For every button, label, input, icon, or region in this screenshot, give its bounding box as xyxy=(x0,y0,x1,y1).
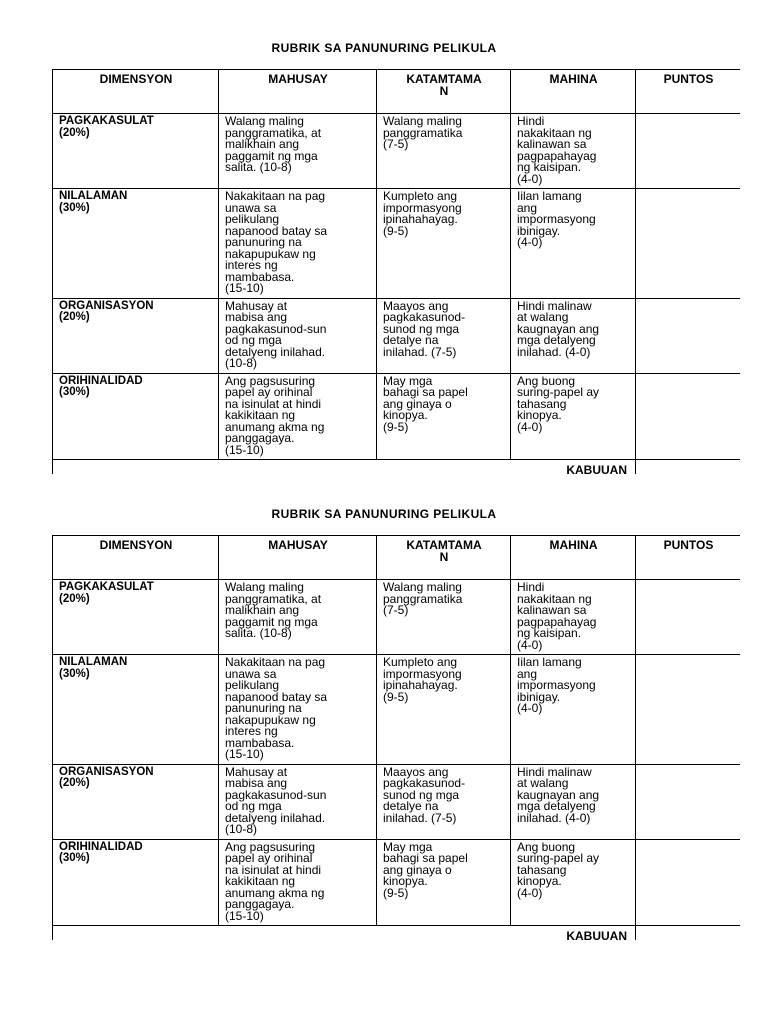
dimension-cell: PAGKAKASULAT (20%) xyxy=(53,580,219,655)
puntos-cell[interactable] xyxy=(636,580,741,655)
dimension-cell: ORGANISASYON (20%) xyxy=(53,764,219,839)
katamtaman-cell: Maayos ang pagkakasunod- sunod ng mga detalye na inilahad. (7-5) xyxy=(377,298,511,373)
header-puntos: PUNTOS xyxy=(636,70,741,114)
katamtaman-cell: May mga bahagi sa papel ang ginaya o kinopya. (9-5) xyxy=(377,373,511,460)
page-title: RUBRIK SA PANUNURING PELIKULA xyxy=(271,507,497,521)
puntos-cell[interactable] xyxy=(636,114,741,189)
table-row xyxy=(53,655,741,765)
puntos-cell[interactable] xyxy=(636,655,741,765)
table-row xyxy=(53,373,741,460)
mahina-cell: Hindi nakakitaan ng kalinawan sa pagpapahayag ng kaisipan. (4-0) xyxy=(511,580,636,655)
total-label: KABUUAN xyxy=(53,460,636,475)
mahusay-cell: Nakakitaan na pag unawa sa pelikulang napanood batay sa panunuring na nakapupukaw ng interes ng mambabasa. (15-10) xyxy=(219,189,377,299)
header-row xyxy=(53,536,741,580)
header-mahusay: MAHUSAY xyxy=(219,70,377,114)
dimension-cell: ORIHINALIDAD (30%) xyxy=(53,839,219,926)
rubric-table xyxy=(52,535,740,940)
dimension-cell: NILALAMAN (30%) xyxy=(53,189,219,299)
header-katamtaman: KATAMTAMA N xyxy=(377,70,511,114)
mahina-cell: Iilan lamang ang impormasyong ibinigay. (4-0) xyxy=(511,189,636,299)
katamtaman-cell: Kumpleto ang impormasyong ipinahahayag. (9-5) xyxy=(377,189,511,299)
puntos-cell[interactable] xyxy=(636,764,741,839)
header-dimensyon: DIMENSYON xyxy=(53,70,219,114)
dimension-cell: PAGKAKASULAT (20%) xyxy=(53,114,219,189)
total-row xyxy=(53,460,741,475)
katamtaman-cell: Maayos ang pagkakasunod- sunod ng mga detalye na inilahad. (7-5) xyxy=(377,764,511,839)
mahusay-cell: Ang pagsusuring papel ay orihinal na isinulat at hindi kakikitaan ng anumang akma ng panggagaya. (15-10) xyxy=(219,373,377,460)
header-row xyxy=(53,70,741,114)
katamtaman-cell: Walang maling panggramatika (7-5) xyxy=(377,114,511,189)
header-mahina: MAHINA xyxy=(511,70,636,114)
rubric-table xyxy=(52,69,740,474)
katamtaman-cell: May mga bahagi sa papel ang ginaya o kinopya. (9-5) xyxy=(377,839,511,926)
mahina-cell: Hindi malinaw at walang kaugnayan ang mga detalyeng inilahad. (4-0) xyxy=(511,298,636,373)
puntos-cell[interactable] xyxy=(636,373,741,460)
mahina-cell: Ang buong suring-papel ay tahasang kinopya. (4-0) xyxy=(511,373,636,460)
total-puntos-cell[interactable] xyxy=(636,926,741,941)
mahina-cell: Hindi malinaw at walang kaugnayan ang mga detalyeng inilahad. (4-0) xyxy=(511,764,636,839)
header-katamtaman: KATAMTAMA N xyxy=(377,536,511,580)
katamtaman-cell: Walang maling panggramatika (7-5) xyxy=(377,580,511,655)
dimension-cell: ORIHINALIDAD (30%) xyxy=(53,373,219,460)
mahusay-cell: Ang pagsusuring papel ay orihinal na isinulat at hindi kakikitaan ng anumang akma ng panggagaya. (15-10) xyxy=(219,839,377,926)
header-mahina: MAHINA xyxy=(511,536,636,580)
total-label: KABUUAN xyxy=(53,926,636,941)
puntos-cell[interactable] xyxy=(636,189,741,299)
table-row xyxy=(53,298,741,373)
mahina-cell: Iilan lamang ang impormasyong ibinigay. (4-0) xyxy=(511,655,636,765)
total-puntos-cell[interactable] xyxy=(636,460,741,475)
table-row xyxy=(53,114,741,189)
table-row xyxy=(53,764,741,839)
table-row xyxy=(53,580,741,655)
table-row xyxy=(53,839,741,926)
total-row xyxy=(53,926,741,941)
header-puntos: PUNTOS xyxy=(636,536,741,580)
puntos-cell[interactable] xyxy=(636,298,741,373)
mahina-cell: Ang buong suring-papel ay tahasang kinopya. (4-0) xyxy=(511,839,636,926)
mahusay-cell: Walang maling panggramatika, at malikhain ang paggamit ng mga salita. (10-8) xyxy=(219,580,377,655)
katamtaman-cell: Kumpleto ang impormasyong ipinahahayag. (9-5) xyxy=(377,655,511,765)
header-mahusay: MAHUSAY xyxy=(219,536,377,580)
mahusay-cell: Nakakitaan na pag unawa sa pelikulang napanood batay sa panunuring na nakapupukaw ng interes ng mambabasa. (15-10) xyxy=(219,655,377,765)
mahusay-cell: Mahusay at mabisa ang pagkakasunod-sun od ng mga detalyeng inilahad. (10-8) xyxy=(219,764,377,839)
table-row xyxy=(53,189,741,299)
rubric-table-container xyxy=(52,535,740,940)
puntos-cell[interactable] xyxy=(636,839,741,926)
mahusay-cell: Walang maling panggramatika, at malikhain ang paggamit ng mga salita. (10-8) xyxy=(219,114,377,189)
mahina-cell: Hindi nakakitaan ng kalinawan sa pagpapahayag ng kaisipan. (4-0) xyxy=(511,114,636,189)
rubric-table-container xyxy=(52,69,740,474)
header-dimensyon: DIMENSYON xyxy=(53,536,219,580)
page-title: RUBRIK SA PANUNURING PELIKULA xyxy=(271,41,497,55)
dimension-cell: NILALAMAN (30%) xyxy=(53,655,219,765)
mahusay-cell: Mahusay at mabisa ang pagkakasunod-sun od ng mga detalyeng inilahad. (10-8) xyxy=(219,298,377,373)
dimension-cell: ORGANISASYON (20%) xyxy=(53,298,219,373)
